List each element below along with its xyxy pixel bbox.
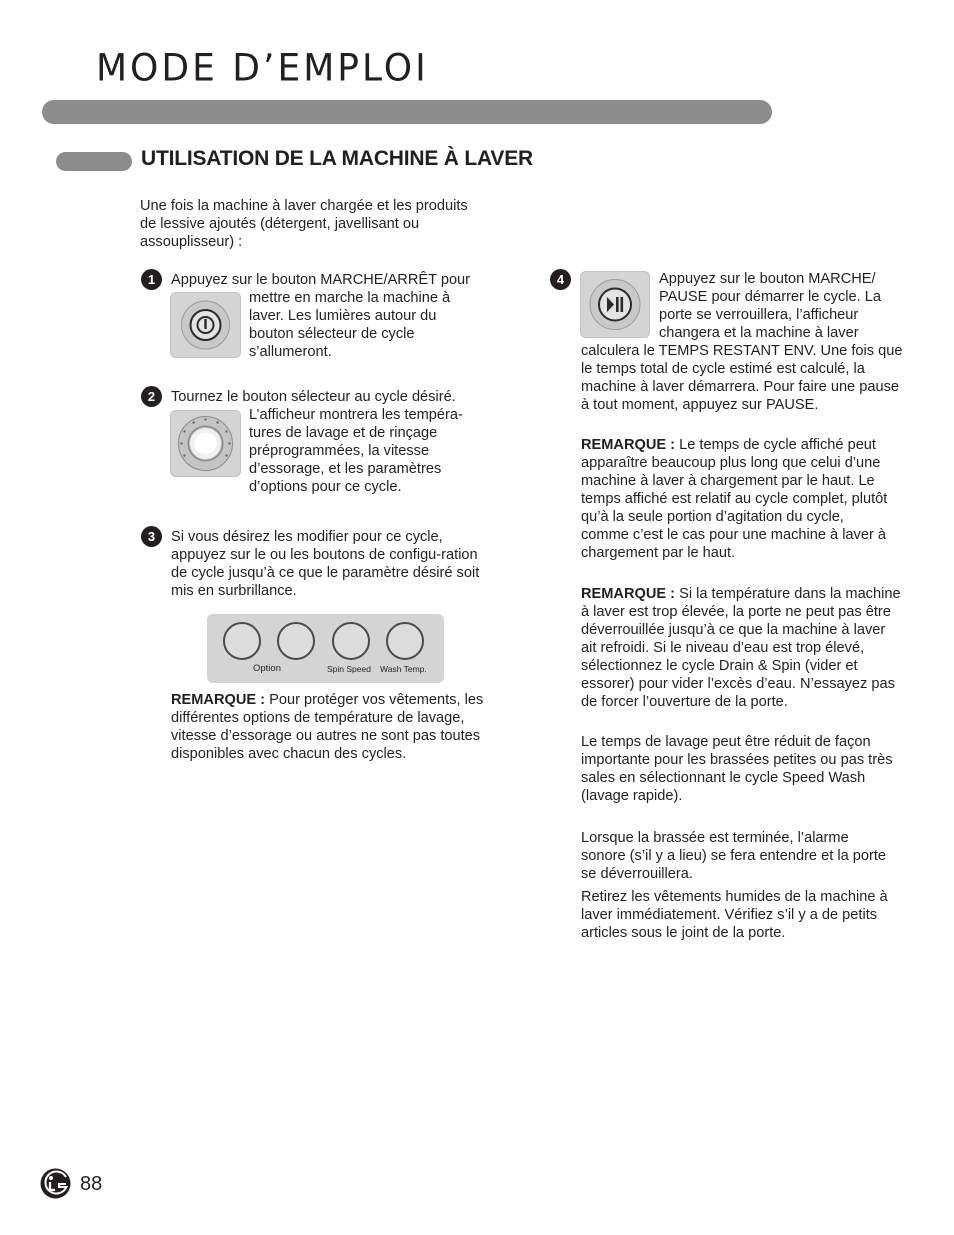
option-label: Option: [253, 663, 281, 674]
spin-speed-button: [332, 622, 370, 660]
step-3-text: Si vous désirez les modifier pour ce cycle, appuyez sur le ou les boutons de configu-ration de cycle jusqu’à ce que le paramètre désiré soit mis en surbrillance.: [171, 529, 480, 599]
step-4-number: 4: [550, 269, 571, 290]
step-4-side-text: Appuyez sur le bouton MARCHE/ PAUSE pour démarrer le cycle. La porte se verrouillera, l’afficheur changera et la machine à laver: [659, 271, 881, 341]
section-pill: [56, 152, 132, 171]
step-2-number: 2: [141, 386, 162, 407]
wash-temp-label: Wash Temp.: [380, 664, 427, 674]
intro-text: Une fois la machine à laver chargée et les produits de lessive ajoutés (détergent, javellisant ou assouplisseur) :: [140, 198, 468, 250]
step-4-para-5: Retirez les vêtements humides de la machine à laver immédiatement. Vérifiez s’il y a de petits articles sous le joint de la porte.: [581, 889, 888, 941]
option-button-1: [223, 622, 261, 660]
note-text: Pour protéger vos vêtements, les différentes options de température de lavage, vitesse d’essorage ou autres ne sont pas toutes disponibles avec chacun des cycles.: [171, 692, 484, 762]
step-4-para-3: Le temps de lavage peut être réduit de façon importante pour les brassées petites ou pas très sales en sélectionnant le cycle Speed Wash (lavage rapide).: [581, 734, 893, 804]
cycle-option-panel: [207, 614, 444, 683]
step-1-number: 1: [141, 269, 162, 290]
step-3-note: [171, 691, 489, 763]
option-button-2: [277, 622, 315, 660]
note-1-label: REMARQUE :: [581, 437, 676, 453]
note-label: REMARQUE :: [171, 692, 266, 708]
cycle-selector-knob-icon: [170, 410, 241, 477]
step-4-para-4: Lorsque la brassée est terminée, l’alarme sonore (s’il y a lieu) se fera entendre et la porte se déverrouillera.: [581, 830, 887, 882]
step-4-text: calculera le TEMPS RESTANT ENV. Une fois que le temps total de cycle estimé est calculé, la machine à laver démarrera. Pour faire une pause à tout moment, appuyez sur PAUSE.: [581, 343, 903, 413]
step-3-number: 3: [141, 526, 162, 547]
step-4-note-2: [581, 585, 903, 711]
spin-speed-label: Spin Speed: [327, 664, 371, 674]
step-2-text: L’afficheur montrera les tempéra-tures de lavage et de rinçage préprogrammées, la vitesse d’essorage, et les paramètres d’options pour ce cycle.: [249, 407, 463, 495]
note-1-text: Le temps de cycle affiché peut apparaître beaucoup plus long que celui d’une machine à laver à chargement par le haut. Le temps affiché est relatif au cycle complet, plutôt qu’à la seule portion d’agitation du cycle, comme c’est le cas pour une machine à laver à chargement par le haut.: [581, 437, 888, 561]
step-2-line1: Tournez le bouton sélecteur au cycle désiré.: [171, 389, 456, 405]
play-pause-button-image: [580, 271, 650, 338]
step-1-line1: Appuyez sur le bouton MARCHE/ARRÊT pour: [171, 272, 471, 288]
cycle-knob-image: [170, 410, 241, 477]
section-title: UTILISATION DE LA MACHINE À LAVER: [141, 147, 534, 170]
lg-logo: [40, 1168, 71, 1199]
header-bar: [42, 100, 772, 124]
note-2-text: Si la température dans la machine à laver est trop élevée, la porte ne peut pas être déverrouillée jusqu’à ce que la machine à laver ait refroidi. Si le niveau d’eau est trop élevé, sélectionnez le cycle Drain & Spin (vider et essorer) pour vider l’excès d’eau. N’essayez pas de forcer l’ouverture de la porte.: [581, 586, 901, 710]
note-2-label: REMARQUE :: [581, 586, 676, 602]
step-4-note-1: [581, 436, 891, 562]
power-button-image: [170, 292, 241, 358]
power-icon: [170, 292, 241, 358]
wash-temp-button: [386, 622, 424, 660]
page-title: MODE D’EMPLOI: [96, 46, 429, 91]
step-1-text: mettre en marche la machine à laver. Les lumières autour du bouton sélecteur de cycle s’allumeront.: [249, 290, 451, 360]
play-pause-icon: [580, 271, 650, 338]
page-number: 88: [80, 1173, 103, 1195]
